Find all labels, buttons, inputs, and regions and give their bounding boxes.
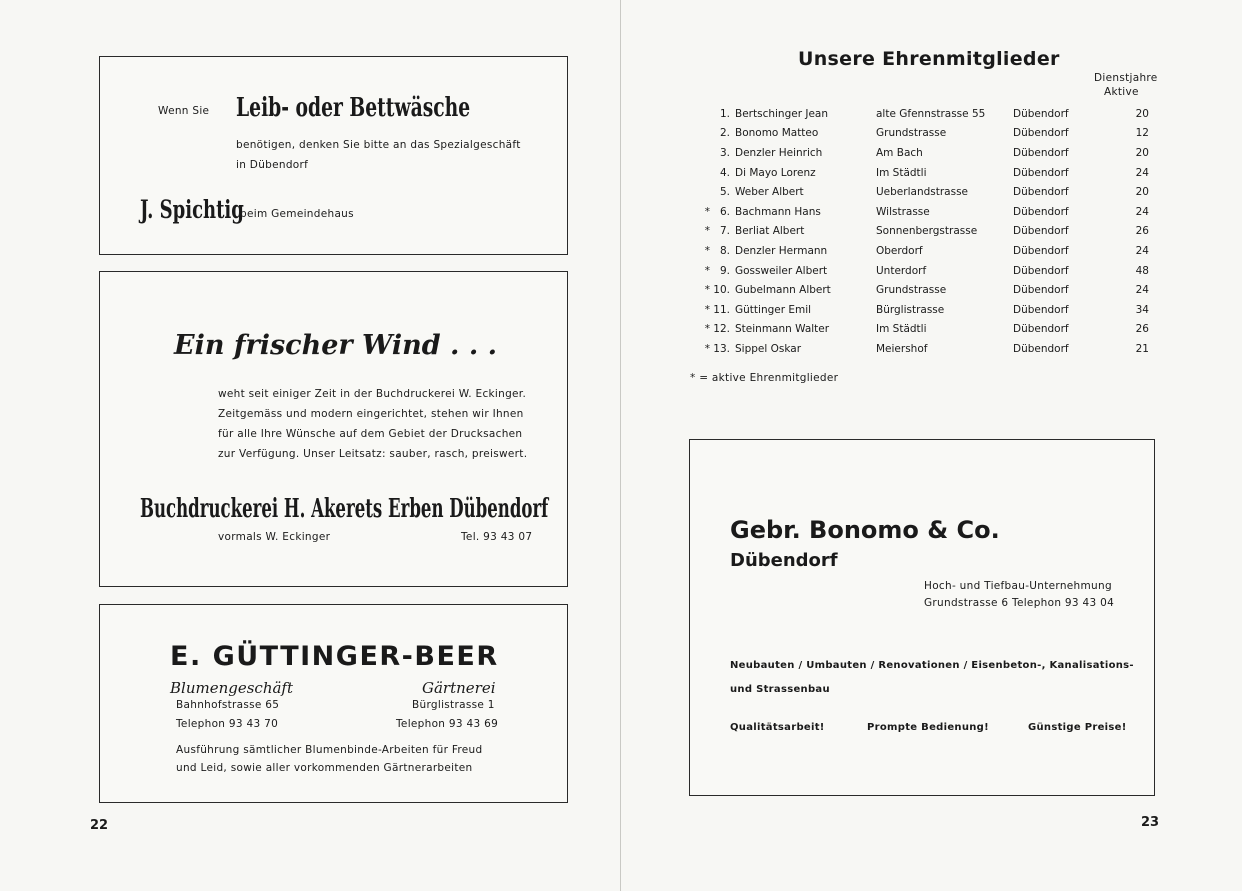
- ad-bonomo-city: Dübendorf: [730, 550, 838, 571]
- member-street: Im Städtli: [876, 323, 927, 336]
- member-name: Bachmann Hans: [735, 205, 821, 218]
- member-years: 24: [1135, 284, 1149, 297]
- member-star: *: [704, 205, 710, 218]
- member-number: 13.: [713, 342, 730, 355]
- page-number-left: 22: [90, 818, 109, 833]
- member-row: [698, 124, 1149, 144]
- ad-bonomo-slogan-2: Prompte Bedienung!: [867, 722, 990, 733]
- member-town: Dübendorf: [1013, 264, 1069, 277]
- ad-bonomo-slogan-3: Günstige Preise!: [1028, 722, 1127, 733]
- ad-guettinger-footer-2: und Leid, sowie aller vorkommenden Gärtnerarbeiten: [176, 762, 473, 774]
- member-street: Meiershof: [876, 342, 928, 355]
- member-street: alte Gfennstrasse 55: [876, 107, 986, 120]
- ad-waesche-body-2: in Dübendorf: [236, 159, 309, 171]
- member-years: 20: [1135, 107, 1149, 120]
- years-header-2: Aktive: [1104, 86, 1139, 98]
- member-name: Berliat Albert: [735, 225, 805, 238]
- ad-druckerei-phone: Tel. 93 43 07: [461, 531, 533, 543]
- member-number: 9.: [719, 264, 730, 277]
- member-town: Dübendorf: [1013, 323, 1069, 336]
- member-town: Dübendorf: [1013, 244, 1069, 257]
- member-name: Denzler Heinrich: [735, 146, 823, 159]
- ad-guettinger-left-title: Blumengeschäft: [170, 679, 294, 697]
- ad-waesche-headline: Leib- oder Bettwäsche: [236, 93, 471, 123]
- member-street: Im Städtli: [876, 166, 927, 179]
- member-years: 26: [1135, 225, 1149, 238]
- ad-guettinger-left-phone: Telephon 93 43 70: [176, 718, 279, 730]
- ad-bonomo-slogan-1: Qualitätsarbeit!: [730, 722, 825, 733]
- page-fold: [620, 0, 621, 891]
- ad-guettinger: [99, 604, 568, 803]
- member-row: [698, 280, 1149, 300]
- ad-druckerei-body-4: zur Verfügung. Unser Leitsatz: sauber, rasch, preiswert.: [218, 448, 528, 460]
- ad-bonomo: [689, 439, 1155, 796]
- member-row: [698, 143, 1149, 163]
- member-name: Di Mayo Lorenz: [735, 166, 816, 179]
- member-years: 24: [1135, 205, 1149, 218]
- member-years: 20: [1135, 146, 1149, 159]
- member-years: 48: [1135, 264, 1149, 277]
- ad-druckerei-headline: Ein frischer Wind . . .: [174, 330, 498, 361]
- member-town: Dübendorf: [1013, 127, 1069, 140]
- ad-bonomo-services-2: und Strassenbau: [730, 684, 830, 695]
- ad-druckerei-body-3: für alle Ihre Wünsche auf dem Gebiet der Drucksachen: [218, 428, 523, 440]
- member-number: 3.: [719, 146, 730, 159]
- member-name: Steinmann Walter: [735, 323, 830, 336]
- ad-guettinger-right-title: Gärtnerei: [422, 679, 496, 697]
- member-number: 6.: [719, 205, 730, 218]
- member-star: [698, 124, 710, 144]
- member-number: 4.: [719, 166, 730, 179]
- member-town: Dübendorf: [1013, 205, 1069, 218]
- member-street: Sonnenbergstrasse: [876, 225, 978, 238]
- members-legend: * = aktive Ehrenmitglieder: [690, 372, 839, 384]
- member-town: Dübendorf: [1013, 166, 1069, 179]
- member-star: [698, 182, 710, 202]
- ad-guettinger-name: E. GÜTTINGER-BEER: [170, 641, 499, 672]
- member-number: 10.: [713, 284, 730, 297]
- member-street: Ueberlandstrasse: [876, 186, 968, 199]
- ad-waesche: [99, 56, 568, 255]
- members-table: [698, 104, 1149, 359]
- member-name: Güttinger Emil: [735, 303, 812, 316]
- member-row: [698, 339, 1149, 359]
- member-name: Sippel Oskar: [735, 342, 802, 355]
- ad-bonomo-address: Grundstrasse 6 Telephon 93 43 04: [924, 597, 1115, 609]
- member-star: *: [704, 323, 710, 336]
- ad-waesche-lead: Wenn Sie: [158, 105, 210, 117]
- members-title: Unsere Ehrenmitglieder: [798, 48, 1060, 70]
- member-street: Grundstrasse: [876, 127, 947, 140]
- member-town: Dübendorf: [1013, 107, 1069, 120]
- ad-guettinger-right-phone: Telephon 93 43 69: [396, 718, 499, 730]
- ad-druckerei: [99, 271, 568, 587]
- ad-druckerei-body-1: weht seit einiger Zeit in der Buchdruckerei W. Eckinger.: [218, 388, 527, 400]
- member-name: Bertschinger Jean: [735, 107, 828, 120]
- member-years: 26: [1135, 323, 1149, 336]
- member-star: *: [704, 342, 710, 355]
- ad-bonomo-business: Hoch- und Tiefbau-Unternehmung: [924, 580, 1112, 592]
- member-years: 21: [1135, 342, 1149, 355]
- member-years: 24: [1135, 166, 1149, 179]
- member-name: Weber Albert: [735, 186, 804, 199]
- member-row: [698, 241, 1149, 261]
- member-town: Dübendorf: [1013, 342, 1069, 355]
- ad-guettinger-right-address: Bürglistrasse 1: [412, 699, 495, 711]
- member-town: Dübendorf: [1013, 284, 1069, 297]
- member-star: [698, 143, 710, 163]
- ad-waesche-location: beim Gemeindehaus: [240, 208, 354, 220]
- member-row: [698, 182, 1149, 202]
- member-street: Unterdorf: [876, 264, 927, 277]
- member-town: Dübendorf: [1013, 186, 1069, 199]
- member-name: Denzler Hermann: [735, 244, 828, 257]
- member-number: 2.: [719, 127, 730, 140]
- member-star: [698, 104, 710, 124]
- member-street: Grundstrasse: [876, 284, 947, 297]
- ad-druckerei-company: Buchdruckerei H. Akerets Erben Dübendorf: [140, 494, 549, 524]
- member-town: Dübendorf: [1013, 146, 1069, 159]
- member-row: [698, 320, 1149, 340]
- member-star: *: [704, 284, 710, 297]
- ad-waesche-name: J. Spichtig: [140, 195, 244, 224]
- ad-guettinger-left-address: Bahnhofstrasse 65: [176, 699, 280, 711]
- member-row: [698, 300, 1149, 320]
- member-number: 11.: [713, 303, 730, 316]
- member-star: *: [704, 264, 710, 277]
- member-name: Bonomo Matteo: [735, 127, 819, 140]
- member-street: Wilstrasse: [876, 205, 930, 218]
- member-number: 7.: [719, 225, 730, 238]
- ad-druckerei-former: vormals W. Eckinger: [218, 531, 331, 543]
- member-years: 20: [1135, 186, 1149, 199]
- member-years: 24: [1135, 244, 1149, 257]
- member-star: *: [704, 303, 710, 316]
- ad-guettinger-footer-1: Ausführung sämtlicher Blumenbinde-Arbeiten für Freud: [176, 744, 483, 756]
- page-number-right: 23: [1141, 815, 1160, 830]
- member-star: *: [704, 225, 710, 238]
- member-number: 12.: [713, 323, 730, 336]
- ad-druckerei-body-2: Zeitgemäss und modern eingerichtet, stehen wir Ihnen: [218, 408, 524, 420]
- member-number: 8.: [719, 244, 730, 257]
- ad-waesche-body-1: benötigen, denken Sie bitte an das Spezialgeschäft: [236, 139, 521, 151]
- member-name: Gossweiler Albert: [735, 264, 828, 277]
- member-row: [698, 261, 1149, 281]
- member-street: Am Bach: [876, 146, 923, 159]
- member-row: [698, 222, 1149, 242]
- member-street: Bürglistrasse: [876, 303, 945, 316]
- ad-bonomo-services-1: Neubauten / Umbauten / Renovationen / Eisenbeton-, Kanalisations-: [730, 660, 1134, 671]
- member-town: Dübendorf: [1013, 303, 1069, 316]
- member-number: 5.: [719, 186, 730, 199]
- member-number: 1.: [719, 107, 730, 120]
- member-town: Dübendorf: [1013, 225, 1069, 238]
- member-years: 12: [1135, 127, 1149, 140]
- member-star: [698, 163, 710, 183]
- member-row: [698, 163, 1149, 183]
- years-header-1: Dienstjahre: [1094, 72, 1158, 84]
- ad-bonomo-name: Gebr. Bonomo & Co.: [730, 516, 1000, 544]
- member-star: *: [704, 244, 710, 257]
- member-name: Gubelmann Albert: [735, 284, 831, 297]
- member-row: [698, 104, 1149, 124]
- member-years: 34: [1135, 303, 1149, 316]
- member-street: Oberdorf: [876, 244, 923, 257]
- member-row: [698, 202, 1149, 222]
